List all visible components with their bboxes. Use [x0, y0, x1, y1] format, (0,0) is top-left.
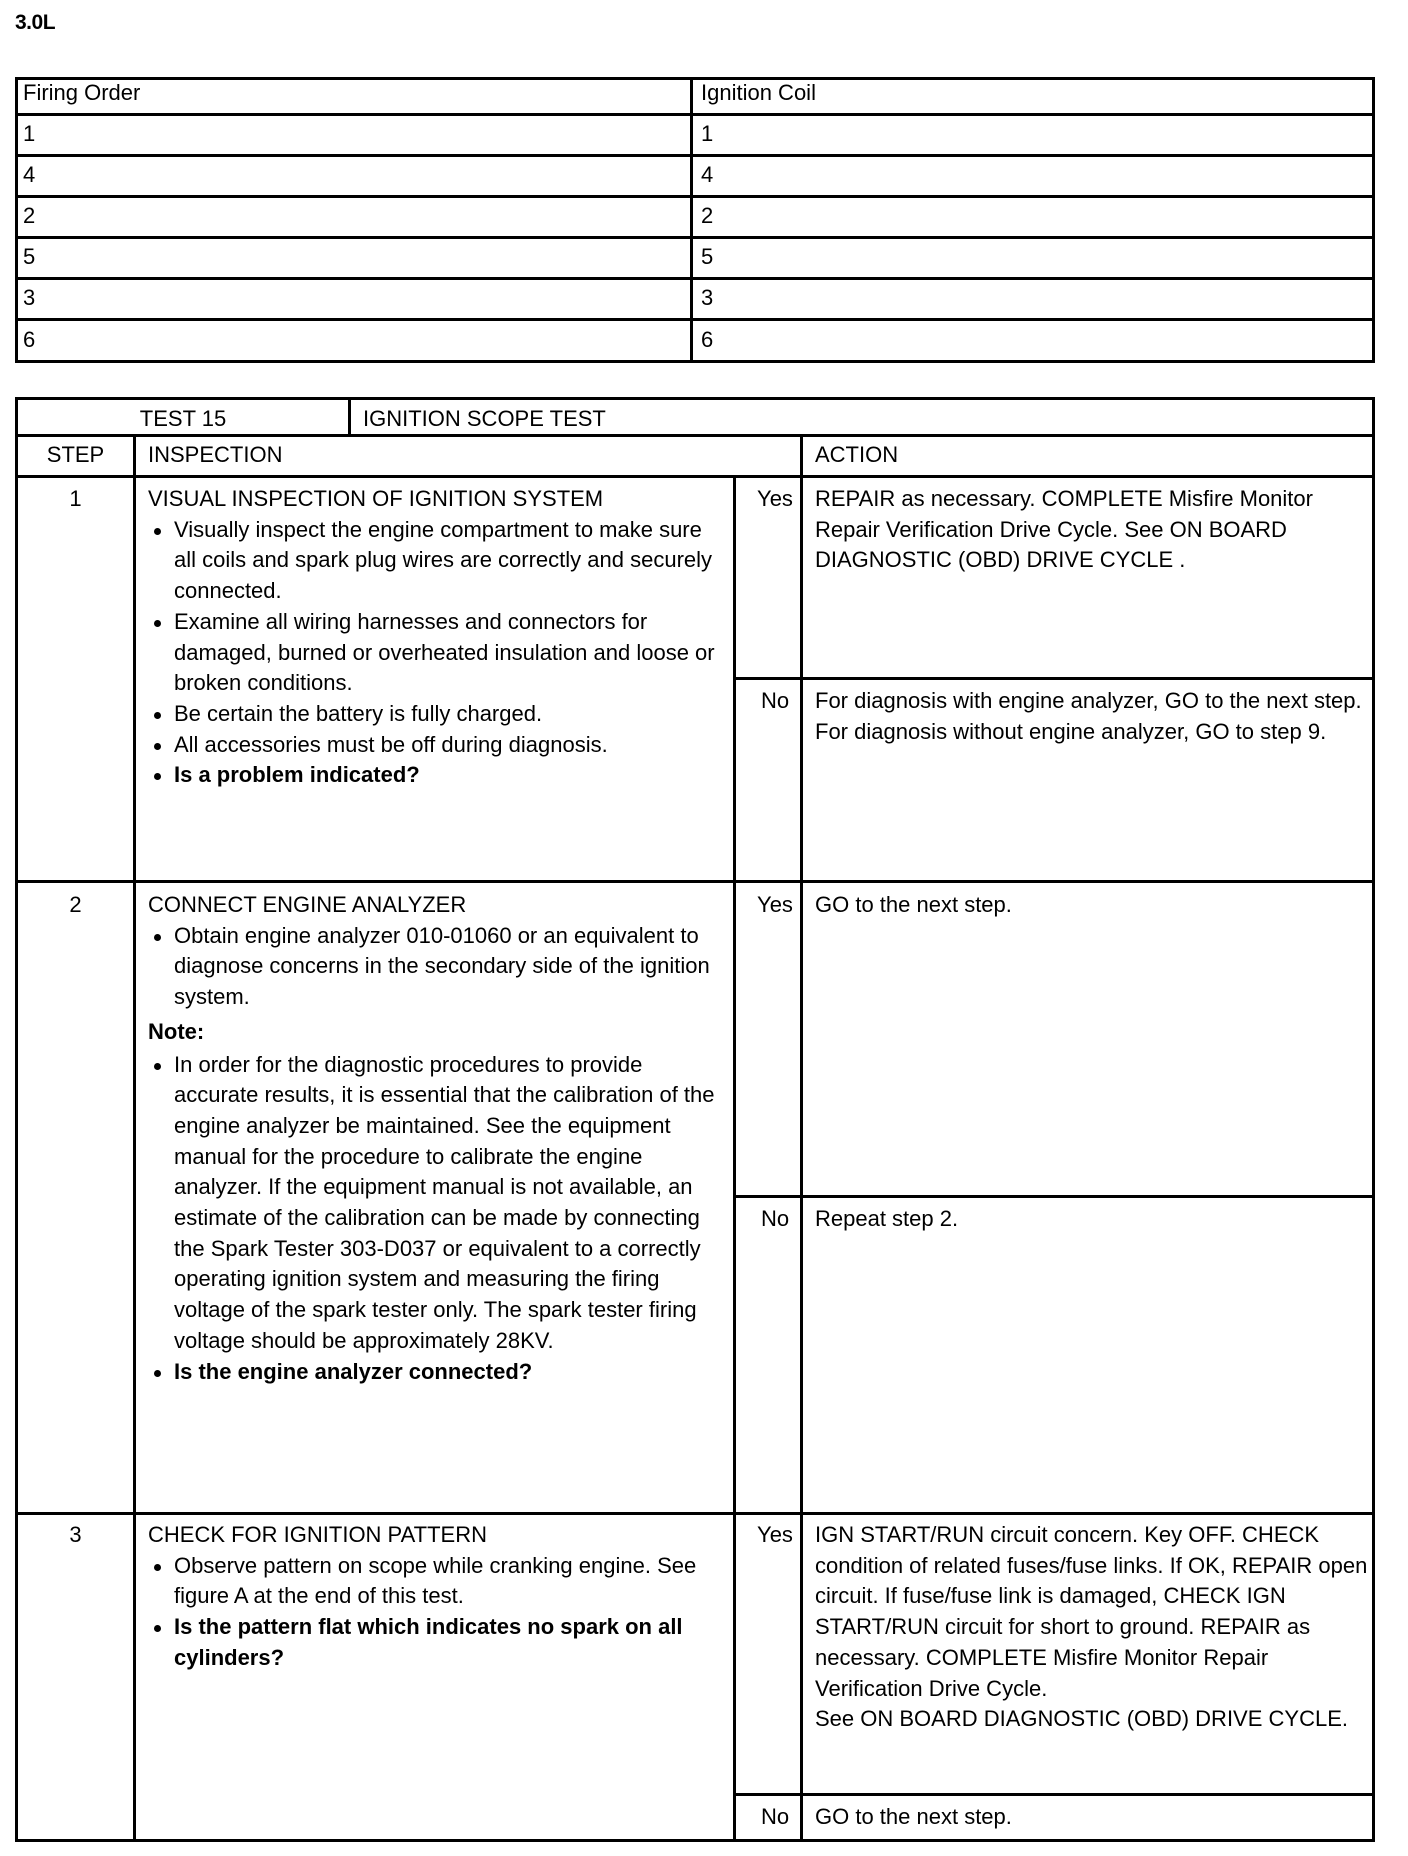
ignition-coil-cell: 5 [701, 244, 714, 270]
column-header-inspection: INSPECTION [148, 442, 283, 467]
no-action: Repeat step 2. [815, 1206, 959, 1231]
note-bullet-item: In order for the diagnostic procedures to provide accurate results, it is essential that the calibration of the engine analyzer be maintained. See the equipment manual for the procedure to calibrate the engine analyzer. If the equipment manual is not available, an estimate of the calibration can be made by connecting the Spark Tester 303-D037 or equivalent to a correctly operating ignition system and measuring the firing voltage of the spark tester only. The spark tester firing voltage should be approximately 28KV. [148, 1050, 728, 1357]
bullet-item: Examine all wiring harnesses and connectors for damaged, burned or overheated insulation and loose or broken conditions. [148, 607, 728, 699]
yes-action: REPAIR as necessary. COMPLETE Misfire Monitor Repair Verification Drive Cycle. See ON BOARD DIAGNOSTIC (OBD) DRIVE CYCLE . [815, 486, 1313, 573]
yes-action-line: IGN START/RUN circuit concern. Key OFF. CHECK condition of related fuses/fuse links. If OK, REPAIR open circuit. If fuse/fuse link is damaged, CHECK IGN START/RUN circuit for short to ground. REPAIR as necessary. COMPLETE Misfire Monitor Repair Verification Drive Cycle. [815, 1522, 1368, 1701]
divider [348, 400, 351, 434]
divider [733, 1195, 1372, 1198]
question-item: Is a problem indicated? [148, 760, 728, 791]
bullet-item: Observe pattern on scope while cranking engine. See figure A at the end of this test. [148, 1551, 728, 1612]
divider [733, 1793, 1372, 1796]
yes-action-line: See ON BOARD DIAGNOSTIC (OBD) DRIVE CYCLE. [815, 1706, 1348, 1732]
question-item: Is the engine analyzer connected? [148, 1357, 728, 1388]
no-action [815, 686, 1370, 747]
yes-label: Yes [757, 486, 793, 511]
bullet-list [148, 921, 728, 1013]
divider [18, 434, 1372, 437]
firing-order-cell: 5 [18, 239, 693, 277]
bullet-list [148, 1551, 728, 1674]
ignition-scope-test-table [15, 397, 1375, 1842]
yes-label: Yes [757, 1522, 793, 1547]
column-header-firing-order: Firing Order [18, 80, 693, 113]
column-header-step: STEP [46, 442, 105, 467]
bullet-item: All accessories must be off during diagnosis. [148, 730, 728, 761]
table-row [18, 157, 1372, 198]
ignition-coil-cell: 1 [701, 121, 714, 147]
step-3-inspection [148, 1520, 728, 1674]
test-number-label: TEST 15 [139, 406, 227, 431]
no-action: GO to the next step. [815, 1804, 1012, 1829]
bullet-item: Obtain engine analyzer 010-01060 or an equivalent to diagnose concerns in the secondary side of the ignition system. [148, 921, 728, 1013]
table-row [18, 280, 1372, 321]
column-header-ignition-coil: Ignition Coil [701, 80, 816, 106]
table-row [18, 198, 1372, 239]
bullet-item: Visually inspect the engine compartment to make sure all coils and spark plug wires are correctly and securely connected. [148, 515, 728, 607]
step-number: 2 [69, 892, 82, 917]
step-number: 1 [69, 486, 82, 511]
step-number: 3 [69, 1522, 82, 1547]
step-heading: CHECK FOR IGNITION PATTERN [148, 1522, 487, 1547]
step-1-inspection [148, 484, 728, 791]
firing-order-cell: 1 [18, 116, 693, 154]
bullet-item: Be certain the battery is fully charged. [148, 699, 728, 730]
firing-order-cell: 6 [18, 321, 693, 360]
no-label: No [760, 1206, 790, 1231]
firing-order-cell: 3 [18, 280, 693, 318]
firing-order-table [15, 77, 1375, 363]
row-divider [18, 1512, 1372, 1515]
note-bullet-list [148, 1050, 728, 1388]
yes-action: GO to the next step. [815, 892, 1012, 917]
ignition-coil-cell: 2 [701, 203, 714, 229]
step-heading: VISUAL INSPECTION OF IGNITION SYSTEM [148, 486, 604, 511]
row-divider [18, 880, 1372, 883]
page-title: 3.0L [15, 11, 56, 34]
divider [133, 434, 136, 1839]
test-name-label: IGNITION SCOPE TEST [363, 406, 606, 431]
bullet-list [148, 515, 728, 791]
question-item: Is the pattern flat which indicates no spark on all cylinders? [148, 1612, 728, 1673]
ignition-coil-cell: 6 [701, 327, 714, 353]
no-label: No [760, 1804, 790, 1829]
firing-order-cell: 2 [18, 198, 693, 236]
table-header-row [18, 80, 1372, 116]
yes-action [815, 1520, 1370, 1735]
divider [18, 475, 1372, 478]
step-heading: CONNECT ENGINE ANALYZER [148, 892, 467, 917]
ignition-coil-cell: 4 [701, 162, 714, 188]
no-action-line: For diagnosis without engine analyzer, GO to step 9. [815, 718, 1327, 744]
step-2-inspection [148, 890, 728, 1387]
column-header-action: ACTION [815, 442, 899, 467]
yes-label: Yes [757, 892, 793, 917]
note-label: Note: [148, 1018, 205, 1044]
divider [800, 434, 803, 1839]
table-row [18, 239, 1372, 280]
divider [733, 478, 736, 1839]
divider [733, 677, 1372, 680]
no-label: No [760, 688, 790, 713]
table-row [18, 116, 1372, 157]
table-row [18, 321, 1372, 360]
firing-order-cell: 4 [18, 157, 693, 195]
no-action-line: For diagnosis with engine analyzer, GO to the next step. [815, 688, 1362, 713]
ignition-coil-cell: 3 [701, 285, 714, 311]
